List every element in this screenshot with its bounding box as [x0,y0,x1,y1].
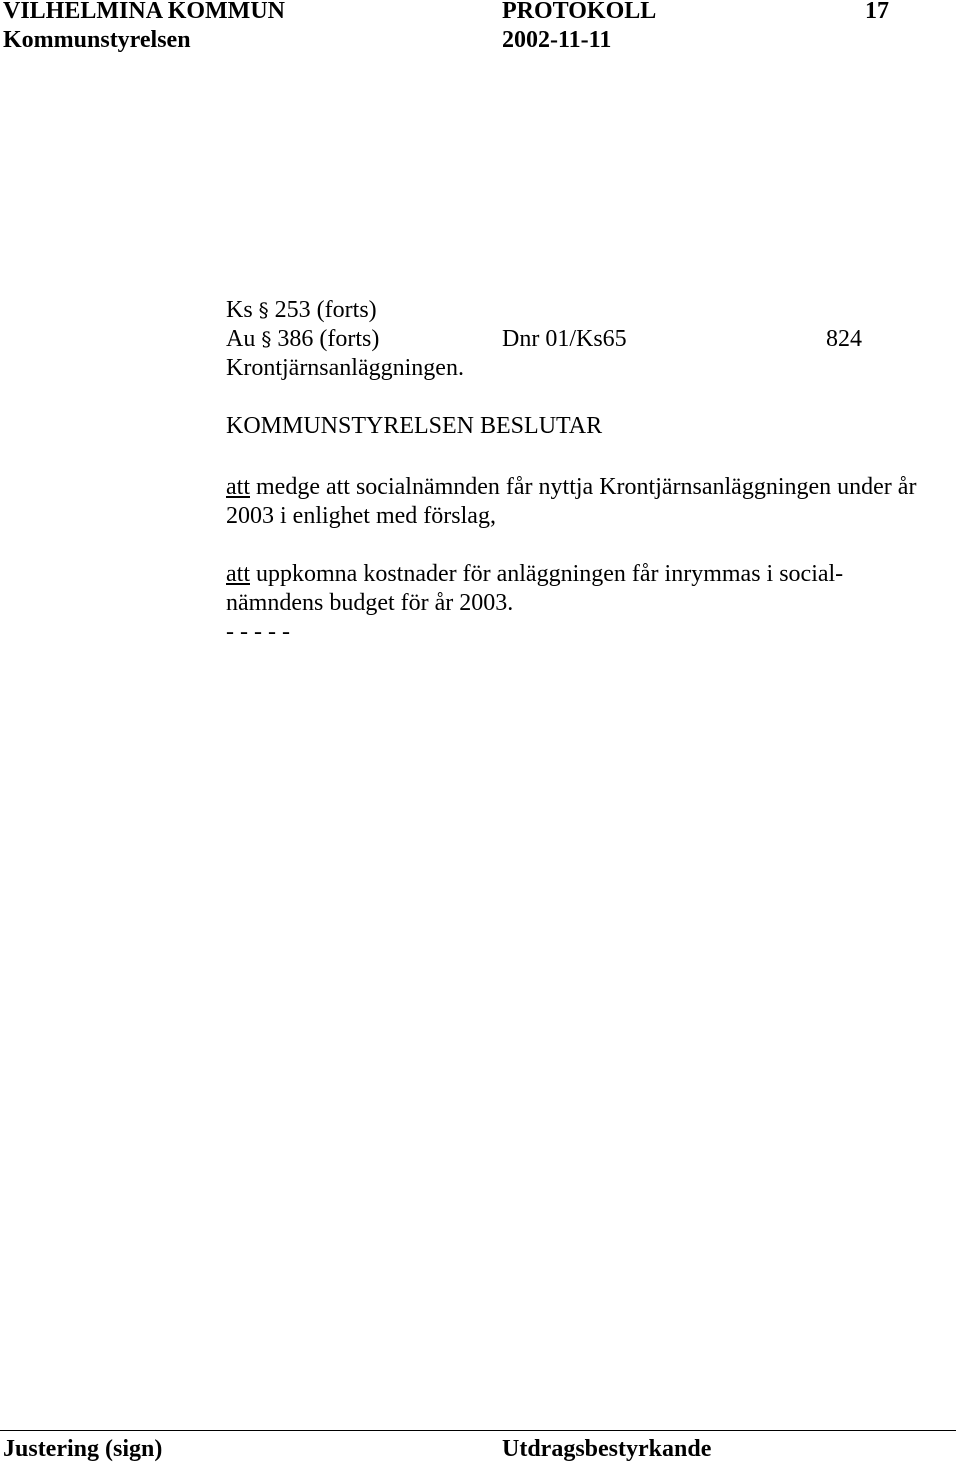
justering-label: Justering (sign) [3,1436,163,1462]
subject-title: Krontjärnsanläggningen. [226,355,464,381]
ks-reference [226,296,377,325]
meeting-date: 2002-11-11 [502,27,612,53]
document-type: PROTOKOLL [502,0,657,24]
au-number: 386 (forts) [277,326,380,352]
page-number: 17 [865,0,889,24]
decision-item-1-line-2: 2003 i enlighet med förslag, [226,503,496,529]
decision-text: uppkomna kostnader för anläggningen får inrymmas i social- [250,561,844,587]
end-marker: - - - - - [226,619,290,645]
decision-item-1-line-1 [226,473,916,502]
archive-code: 824 [826,326,862,352]
signature-line [0,1430,956,1431]
decision-item-2-line-1 [226,560,843,589]
au-reference [226,325,379,354]
decision-text: medge att socialnämnden får nyttja Krontjärnsanläggningen under år [250,474,917,500]
municipality-name: VILHELMINA KOMMUN [3,0,285,24]
decision-item-2-line-2: nämndens budget för år 2003. [226,590,514,616]
ks-prefix: Ks [226,297,253,323]
dnr-number: Dnr 01/Ks65 [502,326,627,352]
ks-number: 253 (forts) [274,297,377,323]
section-symbol: § [261,327,272,351]
decision-heading: KOMMUNSTYRELSEN BESLUTAR [226,413,603,439]
board-name: Kommunstyrelsen [3,27,191,53]
au-prefix: Au [226,326,256,352]
utdragsbestyrkande-label: Utdragsbestyrkande [502,1436,712,1462]
att-keyword: att [226,561,250,587]
section-symbol: § [258,298,269,322]
att-keyword: att [226,474,250,500]
